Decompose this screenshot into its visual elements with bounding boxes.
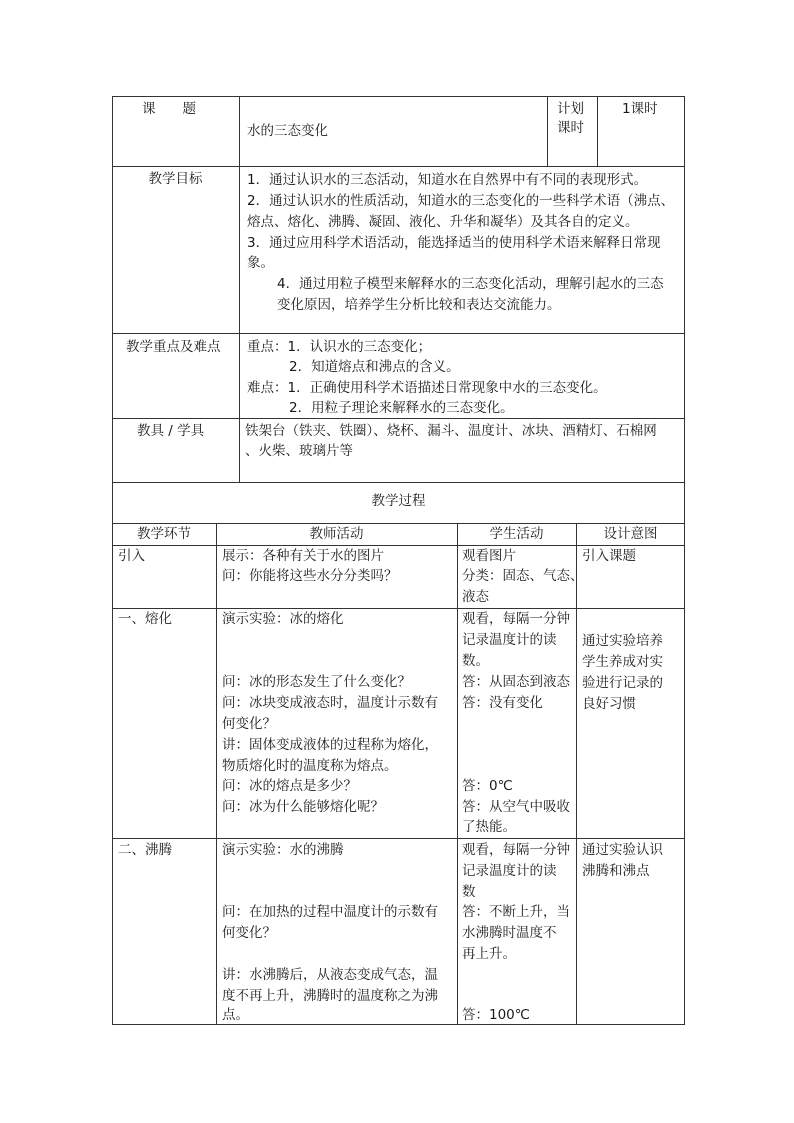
divider xyxy=(112,838,685,839)
key-point-line: 重点：1．认识水的三态变化； xyxy=(247,339,432,355)
teacher-line: 问：冰的熔点是多少？ xyxy=(222,778,357,794)
topic-label: 课 题 xyxy=(142,101,196,117)
student-line: 记录温度计的读 xyxy=(462,863,557,879)
objective-line: 2．通过认识水的性质活动，知道水的三态变化的一些科学术语（沸点、 xyxy=(247,193,675,209)
teacher-line: 演示实验：冰的熔化 xyxy=(222,611,344,627)
plan-label-1: 计划 xyxy=(557,101,584,117)
teacher-line: 度不再上升，沸腾时的温度称之为沸 xyxy=(222,988,438,1004)
key-points-label: 教学重点及难点 xyxy=(126,339,221,355)
stage-label: 二、沸腾 xyxy=(118,842,172,858)
teacher-line: 讲：固体变成液体的过程称为熔化， xyxy=(222,737,438,753)
objective-line: 变化原因，培养学生分析比较和表达交流能力。 xyxy=(277,297,561,313)
column-header: 学生活动 xyxy=(489,526,544,542)
intent-line: 沸腾和沸点 xyxy=(582,863,650,879)
divider xyxy=(112,166,685,167)
teacher-line: 何变化？ xyxy=(222,925,276,941)
key-point-line: 2．用粒子理论来解释水的三态变化。 xyxy=(289,400,514,416)
student-line: 答：从空气中吸收 xyxy=(462,799,570,815)
student-line: 答：100℃ xyxy=(462,1007,530,1023)
divider xyxy=(112,482,685,483)
key-point-line: 2．知道熔点和沸点的含义。 xyxy=(289,359,460,375)
student-line: 水沸腾时温度不 xyxy=(462,925,557,941)
intent-line: 良好习惯 xyxy=(582,696,636,712)
objective-line: 象。 xyxy=(247,255,274,271)
plan-label-2: 课时 xyxy=(557,120,584,136)
student-line: 记录温度计的读 xyxy=(462,632,557,648)
student-line: 答：0℃ xyxy=(462,778,513,794)
column-header: 设计意图 xyxy=(603,526,658,542)
divider xyxy=(576,523,577,1025)
stage-label: 引入 xyxy=(118,548,145,564)
intent-line: 验进行记录的 xyxy=(582,675,663,691)
objective-line: 4．通过用粒子模型来解释水的三态变化活动，理解引起水的三态 xyxy=(277,276,664,292)
student-line: 分类：固态、气态、 xyxy=(462,568,584,584)
teacher-line: 演示实验：水的沸腾 xyxy=(222,842,344,858)
process-title: 教学过程 xyxy=(371,493,426,509)
objective-line: 熔点、熔化、沸腾、凝固、液化、升华和凝华）及其各自的定义。 xyxy=(247,214,639,230)
teacher-line: 问：在加热的过程中温度计的示数有 xyxy=(222,904,438,920)
key-point-line: 难点：1．正确使用科学术语描述日常现象中水的三态变化。 xyxy=(247,380,607,396)
divider xyxy=(239,96,240,482)
student-line: 观看，每隔一分钟 xyxy=(462,842,570,858)
student-line: 数。 xyxy=(462,653,489,669)
column-header: 教师活动 xyxy=(309,526,364,542)
divider xyxy=(216,523,217,1025)
divider xyxy=(112,608,685,609)
intent-line: 通过实验培养 xyxy=(582,633,663,649)
teacher-line: 何变化？ xyxy=(222,716,276,732)
teacher-line: 问：冰块变成液态时，温度计示数有 xyxy=(222,695,438,711)
teacher-line: 问：冰的形态发生了什么变化？ xyxy=(222,674,411,690)
table-border-top xyxy=(112,96,685,97)
intent-line: 通过实验认识 xyxy=(582,842,663,858)
table-border-right xyxy=(684,96,685,1025)
table-border-bottom xyxy=(112,1024,685,1025)
table-border-left xyxy=(112,96,113,1025)
teacher-line: 物质熔化时的温度称为熔点。 xyxy=(222,758,398,774)
teacher-line: 问：你能将这些水分分类吗？ xyxy=(222,568,398,584)
divider xyxy=(597,96,598,166)
plan-value: 1课时 xyxy=(622,101,658,117)
objective-line: 1．通过认识水的三态活动，知道水在自然界中有不同的表现形式。 xyxy=(247,172,648,188)
student-line: 答：不断上升，当 xyxy=(462,904,570,920)
divider xyxy=(547,96,548,166)
topic-value: 水的三态变化 xyxy=(247,123,328,139)
objectives-label: 教学目标 xyxy=(148,171,203,187)
equipment-line: 、火柴、玻璃片等 xyxy=(245,443,353,459)
student-line: 观看图片 xyxy=(462,548,516,564)
student-line: 答：从固态到液态 xyxy=(462,674,570,690)
student-line: 了热能。 xyxy=(462,819,516,835)
stage-label: 一、熔化 xyxy=(118,611,172,627)
divider xyxy=(457,523,458,1025)
intent-line: 引入课题 xyxy=(582,548,636,564)
intent-line: 学生养成对实 xyxy=(582,654,663,670)
teacher-line: 展示：各种有关于水的图片 xyxy=(222,548,384,564)
student-line: 再上升。 xyxy=(462,946,516,962)
equipment-line: 铁架台（铁夹、铁圈）、烧杯、漏斗、温度计、冰块、酒精灯、石棉网 xyxy=(245,423,657,439)
objective-line: 3．通过应用科学术语活动，能选择适当的使用科学术语来解释日常现 xyxy=(247,235,661,251)
student-line: 数 xyxy=(462,884,476,900)
student-line: 观看，每隔一分钟 xyxy=(462,611,570,627)
student-line: 液态 xyxy=(462,589,489,605)
teacher-line: 问：冰为什么能够熔化呢？ xyxy=(222,799,384,815)
teacher-line: 讲：水沸腾后，从液态变成气态，温 xyxy=(222,967,438,983)
column-header: 教学环节 xyxy=(137,526,191,542)
equipment-label: 教具 / 学具 xyxy=(137,423,205,439)
student-line: 答：没有变化 xyxy=(462,695,543,711)
divider xyxy=(112,333,685,334)
teacher-line: 点。 xyxy=(222,1007,249,1023)
